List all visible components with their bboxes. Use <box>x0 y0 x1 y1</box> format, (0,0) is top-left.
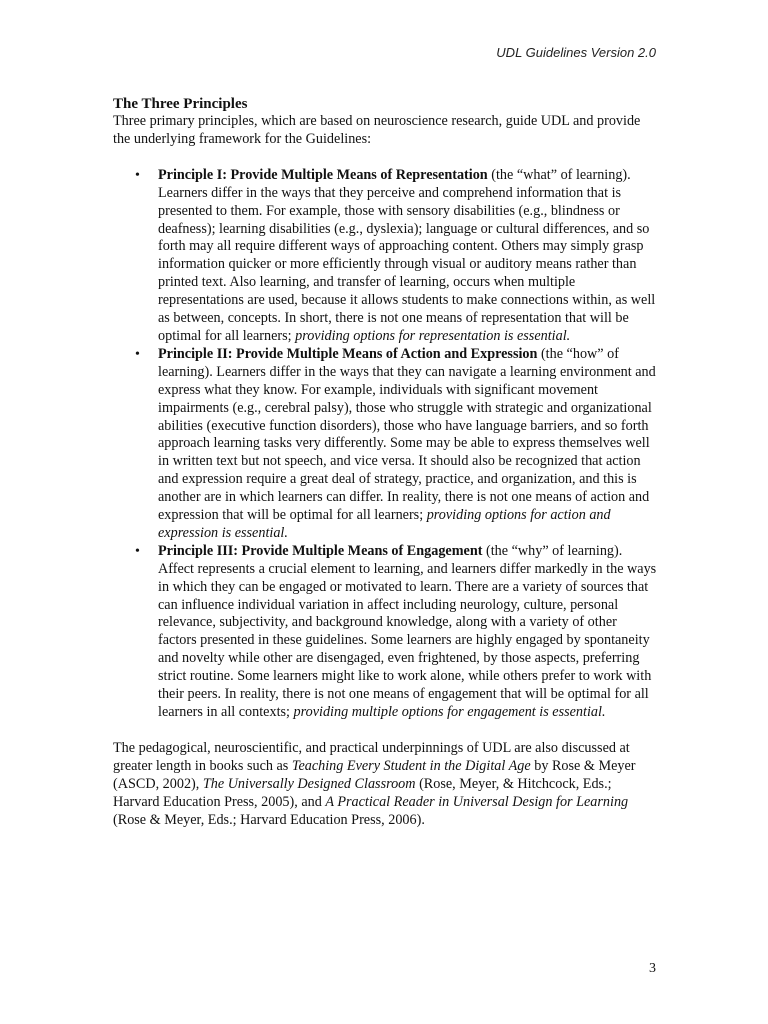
principle-title: Principle II: Provide Multiple Means of Action and Expression <box>158 345 538 362</box>
principle-body: (the “why” of learning). Affect represents a crucial element to learning, and learners differ markedly in the ways in which they can be engaged or motivated to learn. There are a variety of sources that can influence individual variation in affect including neurology, culture, personal relevance, subjectivity, and background knowledge, along with a variety of other factors presented in these guidelines. Some learners are highly engaged by spontaneity and novelty while other are disengaged, even frightened, by those aspects, preferring strict routine. Some learners might like to work alone, while others prefer to work with their peers. In reality, there is not one means of engagement that will be optimal for all learners in all contexts; <box>158 542 657 720</box>
closing-text-3: (Rose, Meyer, & Hitchcock, Eds.; Harvard Education Press, 2005), and <box>113 775 612 810</box>
list-item <box>113 543 658 722</box>
book-title-3: A Practical Reader in Universal Design for Learning <box>325 793 629 810</box>
intro-paragraph: Three primary principles, which are based on neuroscience research, guide UDL and provide the underlying framework for the Guidelines: <box>113 113 641 147</box>
bullet-icon: • <box>135 167 140 183</box>
principle-title: Principle I: Provide Multiple Means of Representation <box>158 166 488 183</box>
list-item <box>113 167 658 346</box>
book-title-2: The Universally Designed Classroom <box>202 775 416 792</box>
principle-emphasis: providing multiple options for engagement is essential. <box>293 704 606 720</box>
bullet-icon: • <box>135 543 140 559</box>
closing-text-4: (Rose & Meyer, Eds.; Harvard Education Press, 2006). <box>113 811 425 828</box>
principle-emphasis: providing options for representation is essential. <box>295 327 571 344</box>
principle-body: (the “what” of learning). Learners differ in the ways that they perceive and comprehend information that is presented to them. For example, those with sensory disabilities (e.g., blindness or deafness); learning disabilities (e.g., dyslexia); language or cultural differences, and so forth may all require different ways of approaching content. Others may simply grasp information quicker or more efficiently through visual or auditory means rather than printed text. Also learning, and transfer of learning, occurs when multiple representations are used, because it allows students to make connections within, as well as between, concepts. In short, there is not one means of representation that will be optimal for all learners; <box>158 166 656 344</box>
running-header: UDL Guidelines Version 2.0 <box>496 45 656 60</box>
section-title: The Three Principles <box>113 96 248 112</box>
principle-title: Principle III: Provide Multiple Means of Engagement <box>158 542 483 559</box>
closing-text-1: The pedagogical, neuroscientific, and practical underpinnings of UDL are also discussed at greater length in books such as <box>113 739 630 774</box>
principle-body: (the “how” of learning). Learners differ in the ways that they can navigate a learning environment and express what they know. For example, individuals with significant movement impairments (e.g., cerebral palsy), those who struggle with strategic and organizational abilities (executive function disorders), those who have language barriers, and so forth approach learning tasks very differently. Some may be able to express themselves well in written text but not speech, and vice versa. It should also be recognized that action and expression require a great deal of strategy, practice, and organization, and this is another are in which learners can differ. In reality, there is not one means of action and expression that will be optimal for all learners; <box>158 345 656 524</box>
closing-paragraph <box>113 740 658 830</box>
page-number: 3 <box>649 961 656 976</box>
closing-text-2: by Rose & Meyer (ASCD, 2002), <box>113 757 636 792</box>
bullet-icon: • <box>135 346 140 362</box>
principles-list <box>113 167 658 722</box>
principle-emphasis: providing options for action and expression is essential. <box>158 507 611 541</box>
book-title-1: Teaching Every Student in the Digital Age <box>291 757 531 774</box>
page-content <box>113 95 658 829</box>
list-item <box>113 346 658 543</box>
